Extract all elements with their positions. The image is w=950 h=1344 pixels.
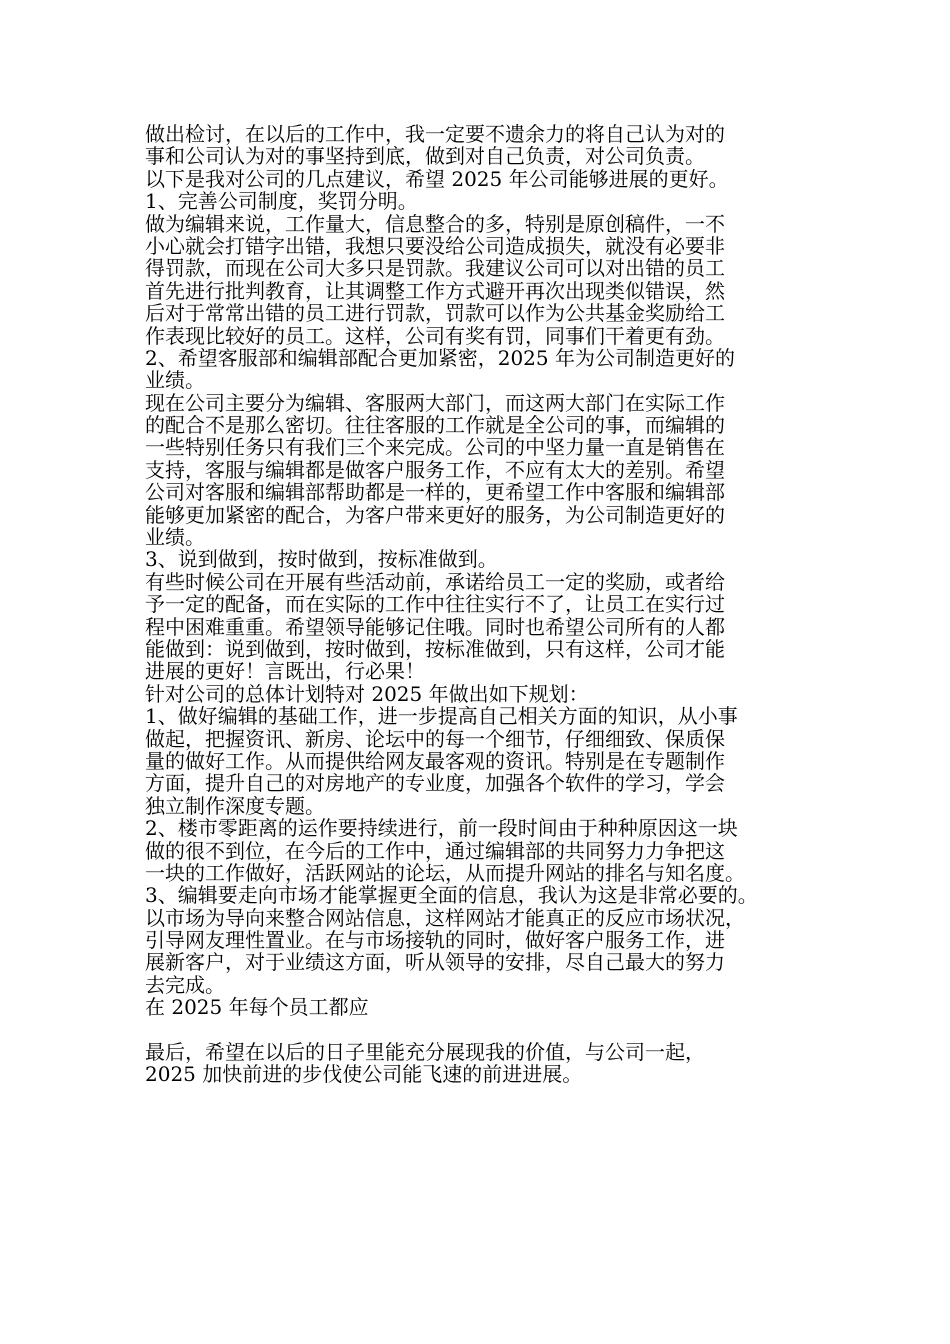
text-line: 能够更加紧密的配合，为客户带来更好的服务，为公司制造更好的	[145, 502, 725, 527]
text-line: 2025 加快前进的步伐使公司能飞速的前进进展。	[145, 1062, 583, 1087]
text-line: 能做到：说到做到，按时做到，按标准做到，只有这样，公司才能	[145, 636, 725, 661]
text-line: 有些时候公司在开展有些活动前，承诺给员工一定的奖励，或者给	[145, 569, 725, 594]
text-line: 现在公司主要分为编辑、客服两大部门，而这两大部门在实际工作	[145, 390, 725, 415]
paragraph-block-main	[145, 123, 825, 1019]
text-line: 做出检讨，在以后的工作中，我一定要不遗余力的将自己认为对的	[145, 122, 725, 146]
text-line: 首先进行批判教育，让其调整工作方式避开再次出现类似错误，然	[145, 278, 725, 303]
text-line: 得罚款，而现在公司大多只是罚款。我建议公司可以对出错的员工	[145, 256, 725, 281]
text-line: 方面，提升自己的对房地产的专业度，加强各个软件的学习，学会	[145, 771, 725, 796]
text-line: 做起，把握资讯、新房、论坛中的每一个细节，仔细细致、保质保	[145, 726, 725, 751]
text-line: 一些特别任务只有我们三个来完成。公司的中坚力量一直是销售在	[145, 435, 725, 460]
text-line: 3、编辑要走向市场才能掌握更全面的信息，我认为这是非常必要的。	[145, 883, 758, 908]
text-line: 在 2025 年每个员工都应	[145, 995, 369, 1020]
text-line: 1、做好编辑的基础工作，进一步提高自己相关方面的知识，从小事	[145, 704, 738, 729]
document-body	[145, 123, 825, 1086]
paragraph-gap	[145, 1019, 825, 1041]
text-line: 针对公司的总体计划特对 2025 年做出如下规划：	[145, 681, 589, 706]
text-line: 小心就会打错字出错，我想只要没给公司造成损失，就没有必要非	[145, 233, 725, 258]
text-line: 进展的更好！言既出，行必果！	[145, 659, 425, 684]
text-line: 3、说到做到，按时做到，按标准做到。	[145, 547, 498, 572]
text-line: 量的做好工作。从而提供给网友最客观的资讯。特别是在专题制作	[145, 748, 725, 773]
text-line: 1、完善公司制度，奖罚分明。	[145, 189, 418, 214]
text-line: 去完成。	[145, 972, 225, 997]
text-line: 引导网友理性置业。在与市场接轨的同时，做好客户服务工作，进	[145, 928, 725, 953]
text-line: 展新客户，对于业绩这方面，听从领导的安排，尽自己最大的努力	[145, 950, 725, 975]
text-line: 支持，客服与编辑都是做客户服务工作，不应有太大的差别。希望	[145, 457, 725, 482]
text-line: 做的很不到位，在今后的工作中，通过编辑部的共同努力力争把这	[145, 838, 725, 863]
text-line: 程中困难重重。希望领导能够记住哦。同时也希望公司所有的人都	[145, 614, 725, 639]
text-line: 事和公司认为对的事坚持到底，做到对自己负责，对公司负责。	[145, 144, 705, 169]
text-line: 业绩。	[145, 368, 205, 393]
text-line: 以市场为导向来整合网站信息，这样网站才能真正的反应市场状况，	[145, 905, 745, 930]
text-line: 做为编辑来说，工作量大，信息整合的多，特别是原创稿件，一不	[145, 211, 725, 236]
text-line: 一块的工作做好，活跃网站的论坛，从而提升网站的排名与知名度。	[145, 860, 745, 885]
text-line: 业绩。	[145, 525, 205, 550]
text-line: 作表现比较好的员工。这样，公司有奖有罚，同事们干着更有劲。	[145, 323, 725, 348]
paragraph-block-closing	[145, 1041, 825, 1086]
text-line: 的配合不是那么密切。往往客服的工作就是全公司的事，而编辑的	[145, 413, 725, 438]
text-line: 独立制作深度专题。	[145, 793, 325, 818]
text-line: 最后，希望在以后的日子里能充分展现我的价值，与公司一起，	[145, 1040, 705, 1065]
text-line: 2、楼市零距离的运作要持续进行，前一段时间由于种种原因这一块	[145, 816, 738, 841]
text-line: 以下是我对公司的几点建议，希望 2025 年公司能够进展的更好。	[145, 166, 729, 191]
text-line: 后对于常常出错的员工进行罚款，罚款可以作为公共基金奖励给工	[145, 301, 725, 326]
text-line: 2、希望客服部和编辑部配合更加紧密，2025 年为公司制造更好的	[145, 345, 735, 370]
text-line: 公司对客服和编辑部帮助都是一样的，更希望工作中客服和编辑部	[145, 480, 725, 505]
text-line: 予一定的配备，而在实际的工作中往往实行不了，让员工在实行过	[145, 592, 725, 617]
